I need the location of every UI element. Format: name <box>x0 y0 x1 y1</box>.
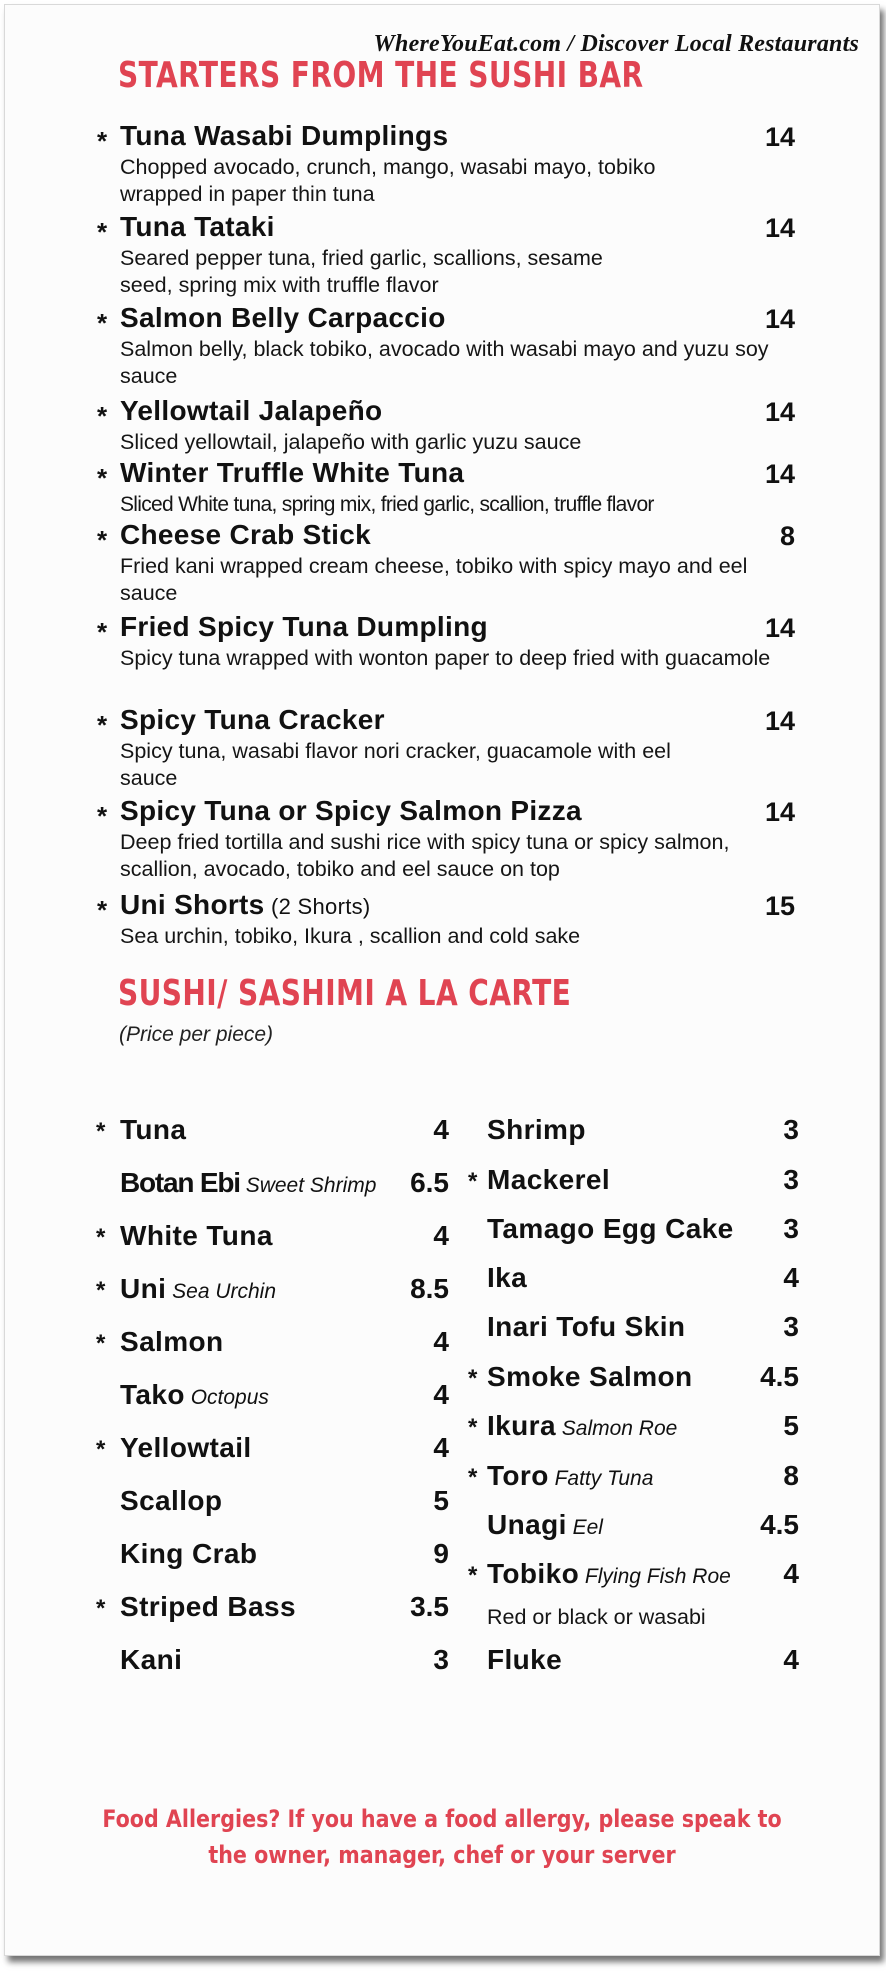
item-name: Fluke <box>487 1644 563 1675</box>
item-price: 9 <box>433 1538 449 1569</box>
item-name: Botan Ebi Sweet Shrimp <box>120 1167 377 1198</box>
item-price: 8 <box>783 1460 799 1491</box>
item-price: 4 <box>433 1220 449 1251</box>
item-name: Inari Tofu Skin <box>487 1311 686 1342</box>
signature-star: * <box>468 1464 478 1491</box>
signature-star: * <box>96 1118 106 1145</box>
sushi-item <box>5 1164 805 1200</box>
signature-star: * <box>96 1436 106 1463</box>
signature-star: * <box>97 895 108 925</box>
item-description: Seared pepper tuna, fried garlic, scallions, sesame seed, spring mix with truffle flavor <box>120 246 603 297</box>
item-name: Ikura Salmon Roe <box>487 1410 678 1441</box>
item-name: Yellowtail <box>120 1432 252 1463</box>
item-name: Spicy Tuna or Spicy Salmon Pizza <box>120 795 582 826</box>
tobiko-note: Red or black or wasabi <box>487 1605 706 1629</box>
item-price: 4 <box>433 1114 449 1145</box>
sushi-item <box>5 1114 805 1150</box>
item-price: 15 <box>764 891 795 921</box>
signature-star: * <box>96 1330 106 1357</box>
signature-star: * <box>468 1365 478 1392</box>
item-price: 14 <box>764 706 795 736</box>
item-description: Fried kani wrapped cream cheese, tobiko with spicy mayo and eel sauce <box>120 554 748 605</box>
signature-star: * <box>96 1595 106 1622</box>
item-name: Tamago Egg Cake <box>487 1213 734 1244</box>
signature-star: * <box>97 710 108 740</box>
item-name: King Crab <box>120 1538 258 1569</box>
item-price: 3.5 <box>410 1591 449 1622</box>
item-price: 14 <box>764 213 795 243</box>
signature-star: * <box>97 217 108 247</box>
sushi-sashimi-title: SUSHI/ SASHIMI A LA CARTE <box>118 973 572 1014</box>
item-price: 14 <box>764 122 795 152</box>
signature-star: * <box>97 617 108 647</box>
item-price: 5 <box>783 1410 799 1441</box>
item-name: Winter Truffle White Tuna <box>120 457 465 488</box>
item-name: Tuna Wasabi Dumplings <box>120 120 449 151</box>
item-price: 8 <box>779 521 795 551</box>
sushi-item <box>5 1460 805 1496</box>
item-name: Scallop <box>120 1485 223 1516</box>
item-price: 4 <box>783 1558 799 1589</box>
item-price: 4 <box>433 1432 449 1463</box>
sushi-item <box>5 1591 451 1627</box>
allergy-line: Food Allergies? If you have a food allergy, please speak to <box>102 1805 782 1833</box>
item-description: Deep fried tortilla and sushi rice with spicy tuna or spicy salmon, scallion, avocado, tobiko and eel sauce on top <box>120 830 730 881</box>
item-description: Sea urchin, tobiko, Ikura , scallion and cold sake <box>120 924 581 948</box>
item-price: 3 <box>783 1213 799 1244</box>
item-price: 4 <box>783 1262 799 1293</box>
item-description: Sliced White tuna, spring mix, fried garlic, scallion, truffle flavor <box>120 493 654 516</box>
item-name: White Tuna <box>120 1220 273 1251</box>
allergy-notice <box>66 1801 818 1873</box>
sushi-item <box>5 1644 805 1680</box>
item-name: Uni Shorts (2 Shorts) <box>120 889 371 920</box>
item-name: Ika <box>487 1262 528 1293</box>
sushi-item <box>5 1558 805 1594</box>
signature-star: * <box>96 1224 106 1251</box>
sushi-item <box>5 1361 805 1397</box>
signature-star: * <box>96 1277 106 1304</box>
item-name: Spicy Tuna Cracker <box>120 704 385 735</box>
item-price: 4 <box>433 1326 449 1357</box>
item-price: 14 <box>764 304 795 334</box>
item-description: Chopped avocado, crunch, mango, wasabi mayo, tobiko wrapped in paper thin tuna <box>120 155 656 206</box>
item-name: Unagi Eel <box>487 1509 603 1540</box>
signature-star: * <box>97 308 108 338</box>
item-name: Striped Bass <box>120 1591 296 1622</box>
item-name: Tuna <box>120 1114 187 1145</box>
sushi-item <box>5 1509 805 1545</box>
item-name: Yellowtail Jalapeño <box>120 395 383 426</box>
item-price: 3 <box>783 1311 799 1342</box>
item-description: Spicy tuna, wasabi flavor nori cracker, guacamole with eel sauce <box>120 739 671 790</box>
allergy-line: the owner, manager, chef or your server <box>208 1841 676 1869</box>
price-note: (Price per piece) <box>119 1023 274 1046</box>
item-price: 3 <box>783 1114 799 1145</box>
item-name: Salmon Belly Carpaccio <box>120 302 446 333</box>
item-name: Tako Octopus <box>120 1379 269 1410</box>
sushi-item <box>5 1262 805 1298</box>
item-name: Tuna Tataki <box>120 211 275 242</box>
item-price: 4 <box>783 1644 799 1675</box>
item-price: 14 <box>764 797 795 827</box>
item-name: Shrimp <box>487 1114 586 1145</box>
item-name: Salmon <box>120 1326 224 1357</box>
watermark: WhereYouEat.com / Discover Local Restaurants <box>373 31 859 57</box>
item-name: Tobiko Flying Fish Roe <box>487 1558 731 1589</box>
sushi-item <box>5 1311 805 1347</box>
item-name: Toro Fatty Tuna <box>487 1460 654 1491</box>
item-price: 8.5 <box>410 1273 449 1304</box>
starters-title: STARTERS FROM THE SUSHI BAR <box>118 55 644 96</box>
item-price: 5 <box>433 1485 449 1516</box>
signature-star: * <box>468 1168 478 1195</box>
item-price: 4.5 <box>760 1361 799 1392</box>
item-price: 14 <box>764 397 795 427</box>
item-price: 3 <box>783 1164 799 1195</box>
signature-star: * <box>468 1414 478 1441</box>
signature-star: * <box>97 801 108 831</box>
item-name: Kani <box>120 1644 183 1675</box>
item-description: Salmon belly, black tobiko, avocado with wasabi mayo and yuzu soy sauce <box>120 337 769 388</box>
item-description: Spicy tuna wrapped with wonton paper to deep fried with guacamole <box>120 646 771 670</box>
menu-page <box>4 4 880 1956</box>
sushi-item <box>5 1213 805 1249</box>
signature-star: * <box>97 401 108 431</box>
item-price: 4.5 <box>760 1509 799 1540</box>
item-name: Uni Sea Urchin <box>120 1273 277 1304</box>
signature-star: * <box>97 525 108 555</box>
item-price: 3 <box>433 1644 449 1675</box>
item-price: 6.5 <box>410 1167 449 1198</box>
item-price: 14 <box>764 613 795 643</box>
item-name: Cheese Crab Stick <box>120 519 371 550</box>
item-price: 14 <box>764 459 795 489</box>
signature-star: * <box>97 463 108 493</box>
signature-star: * <box>97 126 108 156</box>
signature-star: * <box>468 1562 478 1589</box>
item-name: Fried Spicy Tuna Dumpling <box>120 611 488 642</box>
item-name: Smoke Salmon <box>487 1361 693 1392</box>
item-price: 4 <box>433 1379 449 1410</box>
item-name: Mackerel <box>487 1164 611 1195</box>
item-description: Sliced yellowtail, jalapeño with garlic yuzu sauce <box>120 430 582 454</box>
sushi-item <box>5 1410 805 1446</box>
